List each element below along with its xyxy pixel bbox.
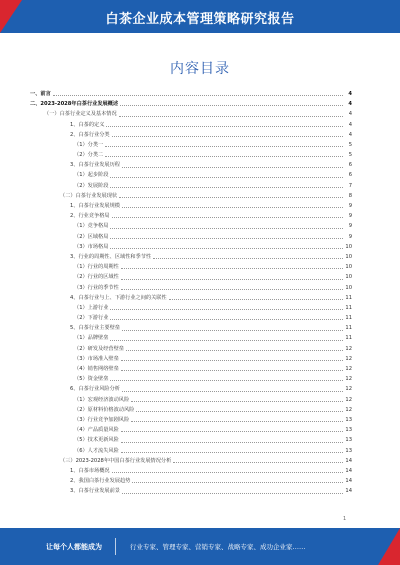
toc-leader-dots [120,105,343,106]
toc-entry-label: 2、行业竞争格局 [70,213,110,220]
toc-entry-label: （1）分类一 [74,141,104,148]
toc-entry-label: （2）分类二 [74,152,104,159]
toc-entry-page: 4 [348,121,352,128]
toc-entry[interactable] [30,158,352,168]
toc-leader-dots [110,248,343,249]
toc-leader-dots [121,370,343,371]
header-bar [0,0,400,33]
toc-entry[interactable] [30,474,352,484]
toc-entry-label: （二）白茶行业发展现状 [60,192,118,199]
toc-entry-page: 10 [345,243,352,250]
toc-entry-label: （3）行业的季节性 [74,284,119,291]
toc-entry-page: 10 [345,284,352,291]
toc-entry-page: 11 [345,294,352,301]
toc-entry[interactable] [30,270,352,280]
toc-entry-page: 14 [345,478,352,485]
toc-entry-page: 9 [348,203,352,210]
toc-leader-dots [121,289,343,290]
toc-entry[interactable] [30,423,352,433]
toc-entry[interactable] [30,209,352,219]
toc-entry[interactable] [30,219,352,229]
footer-slogan-right: 行业专家、管理专家、营销专家、战略专家、成功企业家…… [130,543,306,551]
toc-entry-label: 二、2023-2028年白茶行业发展概述 [30,101,119,108]
toc-heading: 内容目录 [170,61,230,77]
toc-entry[interactable] [30,342,352,352]
toc-entry[interactable] [30,128,352,138]
toc-entry[interactable] [30,250,352,260]
toc-entry-label: （1）宏观经济波动风险 [74,396,130,403]
toc-leader-dots [132,482,343,483]
toc-entry-label: （3）市场格局 [74,243,109,250]
toc-entry-page: 4 [348,90,352,97]
toc-entry[interactable] [30,281,352,291]
toc-entry[interactable] [30,291,352,301]
toc-entry-label: 2、白茶行业分类 [70,131,110,138]
toc-entry-page: 11 [345,335,352,342]
toc-entry-page: 13 [345,416,352,423]
toc-leader-dots [110,228,343,229]
toc-entry[interactable] [30,107,352,117]
toc-entry-label: 3、行业的周期性、区域性和季节性 [70,253,152,260]
toc-leader-dots [106,126,343,127]
toc-entry-page: 8 [348,192,352,199]
toc-entry-label: 3、白茶行业发展前景 [70,488,120,495]
toc-entry[interactable] [30,464,352,474]
toc-leader-dots [121,452,343,453]
toc-leader-dots [121,268,343,269]
toc-entry-label: （2）原材料价格波动风险 [74,406,135,413]
toc-entry-label: 1、白茶行业发展规模 [70,203,120,210]
toc-entry[interactable] [30,382,352,392]
toc-entry-label: 6、白茶行业风险分析 [70,386,120,393]
toc-entry[interactable] [30,138,352,148]
toc-entry-label: 2、我国白茶行业发展趋势 [70,478,131,485]
toc-entry[interactable] [30,118,352,128]
toc-entry-label: （5）技术更新风险 [74,437,119,444]
toc-entry[interactable] [30,484,352,494]
toc-entry-label: （5）资金壁垒 [74,376,109,383]
toc-entry-label: （6）人才流失风险 [74,447,119,454]
report-title: 白茶企业成本管理策略研究报告 [105,12,295,27]
toc-entry-label: （3）市场准入壁垒 [74,355,119,362]
toc-leader-dots [153,258,343,259]
toc-entry-page: 4 [348,101,352,108]
toc-entry-label: （一）白茶行业定义及基本情况 [44,111,117,118]
toc-entry[interactable] [30,179,352,189]
toc-leader-dots [122,330,343,331]
toc-entry-page: 5 [348,152,352,159]
toc-entry-page: 5 [348,141,352,148]
toc-leader-dots [110,319,343,320]
toc-entry-label: 1、白茶的定义 [70,121,105,128]
toc-entry-page: 12 [345,396,352,403]
toc-entry[interactable] [30,97,352,107]
toc-entry-page: 9 [348,233,352,240]
toc-entry-label: 1、白茶市场概况 [70,467,110,474]
toc-leader-dots [122,167,343,168]
toc-leader-dots [105,146,343,147]
page-number: 1 [343,516,347,522]
toc-leader-dots [119,197,343,198]
toc-leader-dots [110,309,343,310]
toc-entry-label: （4）产品质量风险 [74,427,119,434]
toc-entry[interactable] [30,169,352,179]
toc-entry-label: （1）行业的周期性 [74,264,119,271]
toc-entry-page: 12 [345,355,352,362]
toc-entry[interactable] [30,311,352,321]
toc-leader-dots [105,156,343,157]
toc-entry-page: 9 [348,213,352,220]
toc-leader-dots [131,421,343,422]
toc-leader-dots [110,238,343,239]
toc-entry-page: 11 [345,325,352,332]
toc-entry-label: （2）区域格局 [74,233,109,240]
toc-entry-page: 7 [348,182,352,189]
toc-entry-page: 4 [348,131,352,138]
toc-entry-page: 9 [348,223,352,230]
toc-entry-page: 12 [345,345,352,352]
toc-entry-page: 10 [345,274,352,281]
toc-entry[interactable] [30,362,352,372]
toc-leader-dots [110,380,343,381]
toc-entry[interactable] [30,332,352,342]
toc-entry-label: （2）行业的区域性 [74,274,119,281]
toc-entry-label: （2）发展阶段 [74,182,109,189]
toc-entry-label: （2）下游行业 [74,315,109,322]
toc-entry-label: （4）销售网络壁垒 [74,366,119,373]
toc-leader-dots [119,116,343,117]
toc-entry-label: （三）2023-2028年中国白茶行业发展情况分析 [60,457,172,464]
toc-leader-dots [136,411,343,412]
toc-entry[interactable] [30,321,352,331]
toc-entry-page: 14 [345,467,352,474]
toc-entry[interactable] [30,433,352,443]
toc-entry-page: 13 [345,427,352,434]
toc-leader-dots [122,207,343,208]
toc-entry-label: 一、前言 [30,90,51,97]
toc-entry[interactable] [30,352,352,362]
toc-leader-dots [112,217,343,218]
toc-entry-label: 4、白茶行业与上、下游行业之间的关联性 [70,294,167,301]
toc-entry-page: 6 [348,172,352,179]
toc-entry-page: 12 [345,386,352,393]
toc-entry[interactable] [30,403,352,413]
toc-entry[interactable] [30,240,352,250]
toc-entry-page: 10 [345,253,352,260]
toc-entry-label: （2）研发及经营壁垒 [74,345,124,352]
toc-entry[interactable] [30,393,352,403]
toc-leader-dots [121,431,343,432]
toc-entry-page: 10 [345,264,352,271]
footer-red-accent [378,528,400,565]
toc-entry-page: 11 [345,315,352,322]
toc-entry-page: 11 [345,304,352,311]
toc-leader-dots [169,299,343,300]
toc-entry[interactable] [30,87,352,97]
toc-entry-label: 3、白茶行业发展历程 [70,162,120,169]
toc-entry[interactable] [30,260,352,270]
toc-entry[interactable] [30,199,352,209]
toc-leader-dots [121,360,343,361]
toc-entry-label: （1）品牌壁垒 [74,335,109,342]
toc-entry-page: 6 [348,162,352,169]
toc-leader-dots [110,177,343,178]
toc-entry-label: （3）行业竞争加剧风险 [74,416,130,423]
toc-leader-dots [112,136,343,137]
toc-entry-label: （1）竞争格局 [74,223,109,230]
toc-entry[interactable] [30,189,352,199]
toc-entry[interactable] [30,230,352,240]
toc-entry-label: （1）起步阶段 [74,172,109,179]
toc-entry-page: 14 [345,488,352,495]
toc-entry[interactable] [30,454,352,464]
toc-leader-dots [121,279,343,280]
toc-leader-dots [122,391,343,392]
toc-entry[interactable] [30,413,352,423]
toc-leader-dots [110,187,343,188]
footer-bar [0,528,400,565]
toc-entry-page: 14 [345,457,352,464]
toc-leader-dots [53,95,343,96]
toc-entry-page: 12 [345,406,352,413]
toc-entry-page: 12 [345,366,352,373]
toc-leader-dots [173,462,343,463]
footer-divider [115,538,116,555]
toc-entry[interactable] [30,148,352,158]
toc-entry-page: 13 [345,437,352,444]
toc-leader-dots [122,493,343,494]
toc-leader-dots [126,350,343,351]
toc-entry-page: 12 [345,376,352,383]
toc-leader-dots [121,442,343,443]
table-of-contents [30,87,352,495]
toc-leader-dots [110,340,343,341]
toc-entry[interactable] [30,301,352,311]
toc-entry-label: 5、白茶行业主要壁垒 [70,325,120,332]
toc-leader-dots [131,401,343,402]
footer-slogan-left: 让每个人都能成为 [46,543,102,551]
toc-entry[interactable] [30,444,352,454]
toc-entry[interactable] [30,372,352,382]
toc-entry-page: 4 [348,111,352,118]
toc-entry-page: 13 [345,447,352,454]
toc-leader-dots [112,472,343,473]
toc-entry-label: （1）上游行业 [74,304,109,311]
